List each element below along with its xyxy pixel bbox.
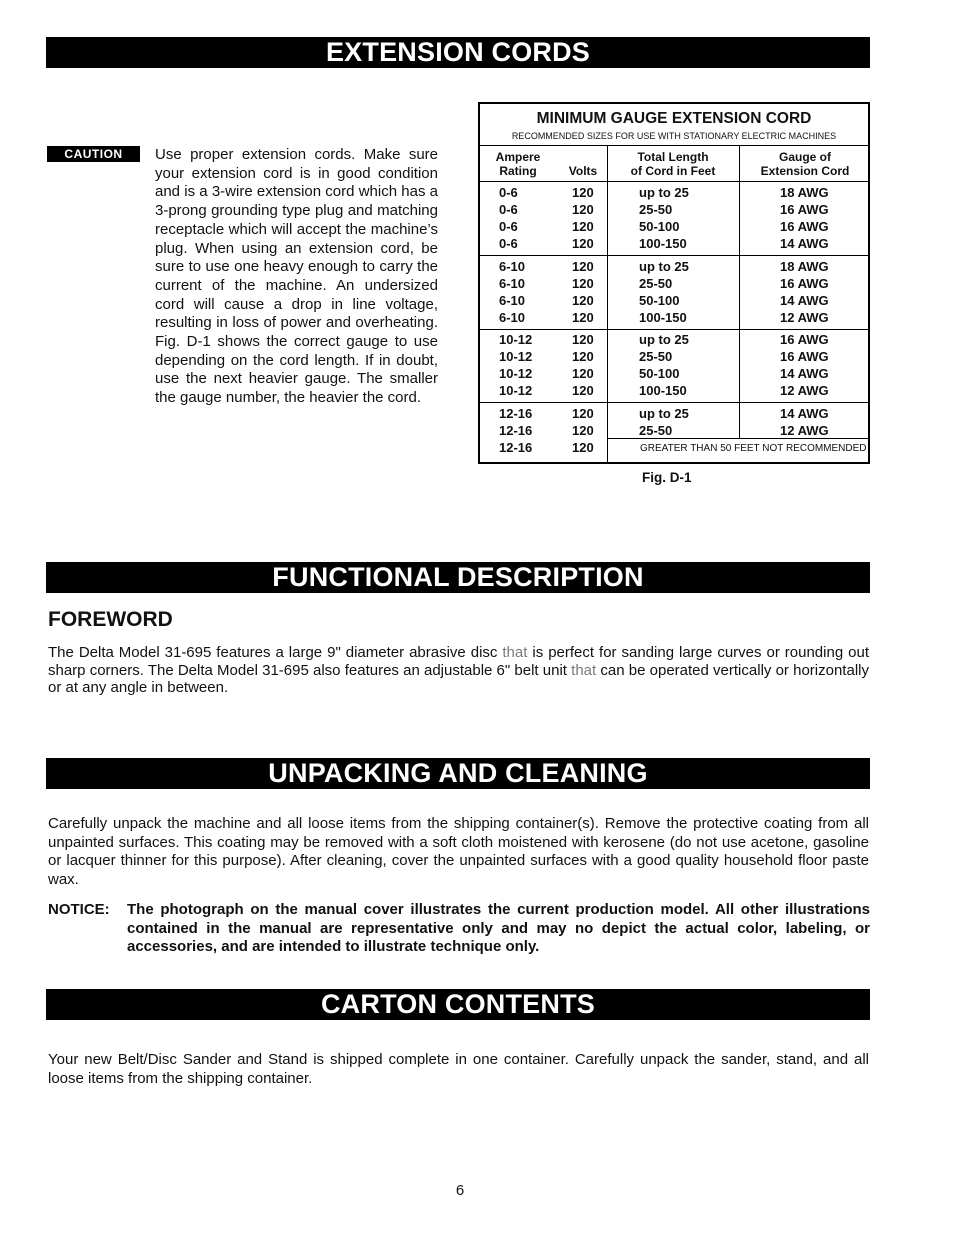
volts-cell: 120 120 120 xyxy=(572,406,594,455)
foreword-grey-word: that xyxy=(502,644,528,661)
caution-badge: CAUTION xyxy=(47,146,140,162)
table-note: GREATER THAN 50 FEET NOT RECOMMENDED xyxy=(640,443,867,454)
header-ampere-rating: Ampere Rating xyxy=(495,150,541,178)
gauge-cell: 18 AWG 16 AWG 16 AWG 14 AWG xyxy=(780,185,829,251)
section-heading-functional-description: FUNCTIONAL DESCRIPTION xyxy=(46,562,870,593)
volts-cell: 120 120 120 120 xyxy=(572,259,594,325)
header-total-length: Total Length of Cord in Feet xyxy=(630,150,716,178)
notice-text: The photograph on the manual cover illustrates the current production model. All other illustrations contained in the manual are representative only and may no depict the actual color, labeling, or accessories, and are intended to illustrate technique only. xyxy=(127,901,870,955)
section-heading-carton-contents: CARTON CONTENTS xyxy=(46,989,870,1020)
figure-caption: Fig. D-1 xyxy=(642,470,692,485)
page-number: 6 xyxy=(455,1182,465,1199)
foreword-heading: FOREWORD xyxy=(48,608,173,631)
extension-cord-table xyxy=(478,102,870,464)
length-cell: up to 25 25-50 xyxy=(639,406,689,438)
ampere-cell: 10-12 10-12 10-12 10-12 xyxy=(499,332,533,398)
ampere-cell: 12-16 12-16 12-16 xyxy=(499,406,533,455)
ampere-cell: 0-6 0-6 0-6 0-6 xyxy=(499,185,518,251)
unpacking-text: Carefully unpack the machine and all loose items from the shipping container(s). Remove the protective coating from all unpainted surfaces. This coating may be removed with a soft cloth moistened with kerosene (do not use acetone, gasoline or lacquer thinner for this purpose). After cleaning, cover the unpainted surfaces with a good quality household floor paste wax. xyxy=(48,815,869,888)
table-divider xyxy=(480,402,868,403)
table-divider xyxy=(607,145,608,462)
volts-cell: 120 120 120 120 xyxy=(572,332,594,398)
ampere-cell: 6-10 6-10 6-10 6-10 xyxy=(499,259,526,325)
header-gauge: Gauge of Extension Cord xyxy=(760,150,850,178)
length-cell: up to 25 25-50 50-100 100-150 xyxy=(639,332,689,398)
length-cell: up to 25 25-50 50-100 100-150 xyxy=(639,185,689,251)
table-divider xyxy=(480,181,868,182)
table-divider xyxy=(480,145,868,146)
caution-text: Use proper extension cords. Make sure your extension cord is in good condition and is a 3-wire extension cord which has a 3-prong grounding type plug and matching receptacle which will accept the machine’s plug. When using an extension cord, be sure to use one heavy enough to carry the current of the machine. An undersized cord will cause a drop in line voltage, resulting in loss of power and overheating. Fig. D-1 shows the correct gauge to use depending on the cord length. If in doubt, use the next heavier gauge. The smaller the gauge number, the heavier the cord. xyxy=(155,146,438,407)
header-volts: Volts xyxy=(568,164,598,178)
foreword-grey-word: that xyxy=(571,661,597,679)
foreword-text xyxy=(48,644,869,697)
gauge-cell: 18 AWG 16 AWG 14 AWG 12 AWG xyxy=(780,259,829,325)
table-title: MINIMUM GAUGE EXTENSION CORD xyxy=(536,110,812,127)
section-heading-extension-cords: EXTENSION CORDS xyxy=(46,37,870,68)
foreword-text-part: The Delta Model 31-695 features a large 9" diameter abrasive disc xyxy=(48,644,503,661)
length-cell: up to 25 25-50 50-100 100-150 xyxy=(639,259,689,325)
table-divider xyxy=(480,329,868,330)
volts-cell: 120 120 120 120 xyxy=(572,185,594,251)
table-divider xyxy=(480,255,868,256)
notice-label: NOTICE: xyxy=(48,901,110,918)
table-subtitle: RECOMMENDED SIZES FOR USE WITH STATIONARY ELECTRIC MACHINES xyxy=(511,131,837,141)
foreword-text-part: can be operated vertically or horizontally or at any angle in between. xyxy=(48,661,869,696)
gauge-cell: 16 AWG 16 AWG 14 AWG 12 AWG xyxy=(780,332,829,398)
gauge-cell: 14 AWG 12 AWG xyxy=(780,406,829,438)
carton-text: Your new Belt/Disc Sander and Stand is shipped complete in one container. Carefully unpack the sander, stand, and all loose items from the shipping container. xyxy=(48,1051,869,1087)
table-divider xyxy=(739,145,740,439)
foreword-text-part: is perfect for sanding large curves or rounding out sharp corners. The Delta Model 31-695 also features an adjustable 6" belt unit xyxy=(48,644,869,679)
section-heading-unpacking: UNPACKING AND CLEANING xyxy=(46,758,870,789)
